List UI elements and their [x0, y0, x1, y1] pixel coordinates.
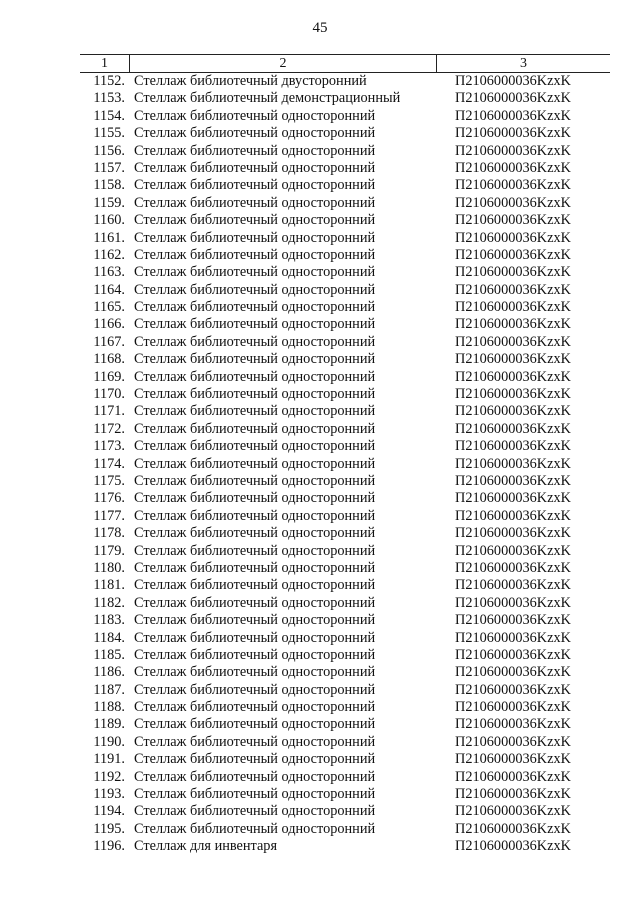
item-code: П2106000036KzxK: [455, 386, 571, 403]
row-number: 1190.: [93, 733, 125, 750]
item-name: Стеллаж библиотечный односторонний: [134, 577, 376, 594]
item-code: П2106000036KzxK: [455, 403, 571, 420]
row-number: 1158.: [93, 177, 125, 194]
item-name: Стеллаж библиотечный односторонний: [134, 664, 376, 681]
item-code: П2106000036KzxK: [455, 281, 571, 298]
item-code: П2106000036KzxK: [455, 125, 571, 142]
row-number: 1175.: [93, 472, 125, 489]
item-name: Стеллаж библиотечный односторонний: [134, 612, 376, 629]
item-name: Стеллаж библиотечный односторонний: [134, 351, 376, 368]
item-name: Стеллаж библиотечный односторонний: [134, 594, 376, 611]
row-number: 1166.: [93, 316, 125, 333]
item-code: П2106000036KzxK: [455, 246, 571, 263]
item-code: П2106000036KzxK: [455, 507, 571, 524]
item-name: Стеллаж библиотечный односторонний: [134, 507, 376, 524]
table-row: [80, 595, 610, 612]
row-number: 1161.: [93, 229, 125, 246]
item-name: Стеллаж библиотечный односторонний: [134, 246, 376, 263]
item-code: П2106000036KzxK: [455, 316, 571, 333]
table-row: [80, 195, 610, 212]
item-code: П2106000036KzxK: [455, 577, 571, 594]
item-code: П2106000036KzxK: [455, 299, 571, 316]
table-row: [80, 508, 610, 525]
item-code: П2106000036KzxK: [455, 73, 571, 89]
table-row: [80, 160, 610, 177]
table-row: [80, 403, 610, 420]
table-row: [80, 786, 610, 803]
row-number: 1181.: [93, 577, 125, 594]
header-col-1: 1: [80, 55, 130, 72]
inventory-table: [80, 54, 610, 856]
item-code: П2106000036KzxK: [455, 333, 571, 350]
table-row: [80, 682, 610, 699]
item-name: Стеллаж библиотечный односторонний: [134, 420, 376, 437]
item-name: Стеллаж библиотечный односторонний: [134, 490, 376, 507]
table-row: [80, 73, 610, 90]
row-number: 1191.: [93, 751, 125, 768]
row-number: 1153.: [93, 90, 125, 107]
item-name: Стеллаж библиотечный односторонний: [134, 177, 376, 194]
table-row: [80, 769, 610, 786]
row-number: 1162.: [93, 246, 125, 263]
row-number: 1182.: [93, 594, 125, 611]
item-name: Стеллаж библиотечный односторонний: [134, 786, 376, 803]
item-code: П2106000036KzxK: [455, 612, 571, 629]
item-code: П2106000036KzxK: [455, 90, 571, 107]
item-name: Стеллаж библиотечный односторонний: [134, 229, 376, 246]
row-number: 1171.: [93, 403, 125, 420]
item-code: П2106000036KzxK: [455, 716, 571, 733]
row-number: 1168.: [93, 351, 125, 368]
header-col-2: 2: [130, 55, 437, 72]
item-name: Стеллаж библиотечный односторонний: [134, 681, 376, 698]
row-number: 1172.: [93, 420, 125, 437]
table-row: [80, 438, 610, 455]
item-code: П2106000036KzxK: [455, 194, 571, 211]
table-row: [80, 647, 610, 664]
table-row: [80, 299, 610, 316]
item-name: Стеллаж библиотечный односторонний: [134, 559, 376, 576]
item-name: Стеллаж библиотечный односторонний: [134, 699, 376, 716]
item-name: Стеллаж библиотечный односторонний: [134, 159, 376, 176]
row-number: 1179.: [93, 542, 125, 559]
item-name: Стеллаж библиотечный односторонний: [134, 629, 376, 646]
item-name: Стеллаж библиотечный односторонний: [134, 472, 376, 489]
item-code: П2106000036KzxK: [455, 490, 571, 507]
row-number: 1165.: [93, 299, 125, 316]
row-number: 1173.: [93, 438, 125, 455]
item-name: Стеллаж библиотечный односторонний: [134, 646, 376, 663]
item-code: П2106000036KzxK: [455, 142, 571, 159]
item-code: П2106000036KzxK: [455, 107, 571, 124]
row-number: 1180.: [93, 559, 125, 576]
table-row: [80, 630, 610, 647]
table-row: [80, 525, 610, 542]
table-row: [80, 230, 610, 247]
row-number: 1193.: [93, 786, 125, 803]
row-number: 1152.: [93, 73, 125, 89]
row-number: 1159.: [93, 194, 125, 211]
table-row: [80, 716, 610, 733]
table-row: [80, 543, 610, 560]
table-row: [80, 751, 610, 768]
header-col-3: 3: [520, 56, 527, 71]
row-number: 1187.: [93, 681, 125, 698]
row-number: 1196.: [93, 838, 125, 855]
table-row: [80, 612, 610, 629]
table-row: [80, 664, 610, 681]
table-row: [80, 386, 610, 403]
table-row: [80, 699, 610, 716]
row-number: 1178.: [93, 525, 125, 542]
item-name: Стеллаж библиотечный односторонний: [134, 820, 376, 837]
row-number: 1167.: [93, 333, 125, 350]
page-number: 45: [312, 20, 328, 36]
table-row: [80, 490, 610, 507]
item-code: П2106000036KzxK: [455, 455, 571, 472]
table-row: [80, 264, 610, 281]
item-code: П2106000036KzxK: [455, 559, 571, 576]
item-name: Стеллаж библиотечный односторонний: [134, 751, 376, 768]
table-row: [80, 316, 610, 333]
table-row: [80, 734, 610, 751]
table-body: [80, 73, 610, 856]
row-number: 1194.: [93, 803, 125, 820]
table-row: [80, 577, 610, 594]
item-name: Стеллаж библиотечный односторонний: [134, 716, 376, 733]
item-code: П2106000036KzxK: [455, 820, 571, 837]
item-code: П2106000036KzxK: [455, 264, 571, 281]
row-number: 1156.: [93, 142, 125, 159]
row-number: 1176.: [93, 490, 125, 507]
table-row: [80, 803, 610, 820]
row-number: 1163.: [93, 264, 125, 281]
row-number: 1184.: [93, 629, 125, 646]
row-number: 1154.: [93, 107, 125, 124]
row-number: 1174.: [93, 455, 125, 472]
item-name: Стеллаж библиотечный односторонний: [134, 368, 376, 385]
item-code: П2106000036KzxK: [455, 699, 571, 716]
table-row: [80, 838, 610, 855]
table-row: [80, 282, 610, 299]
item-code: П2106000036KzxK: [455, 159, 571, 176]
table-row: [80, 247, 610, 264]
item-code: П2106000036KzxK: [455, 351, 571, 368]
item-code: П2106000036KzxK: [455, 229, 571, 246]
item-code: П2106000036KzxK: [455, 472, 571, 489]
item-code: П2106000036KzxK: [455, 803, 571, 820]
table-row: [80, 334, 610, 351]
item-code: П2106000036KzxK: [455, 733, 571, 750]
item-name: Стеллаж библиотечный односторонний: [134, 803, 376, 820]
table-row: [80, 421, 610, 438]
item-code: П2106000036KzxK: [455, 786, 571, 803]
row-number: 1185.: [93, 646, 125, 663]
table-row: [80, 177, 610, 194]
item-name: Стеллаж библиотечный односторонний: [134, 316, 376, 333]
table-row: [80, 125, 610, 142]
item-code: П2106000036KzxK: [455, 681, 571, 698]
item-code: П2106000036KzxK: [455, 664, 571, 681]
item-name: Стеллаж библиотечный двусторонний: [134, 73, 367, 89]
item-code: П2106000036KzxK: [455, 838, 571, 855]
item-name: Стеллаж библиотечный односторонний: [134, 107, 376, 124]
item-name: Стеллаж библиотечный односторонний: [134, 212, 376, 229]
row-number: 1164.: [93, 281, 125, 298]
item-code: П2106000036KzxK: [455, 177, 571, 194]
row-number: 1177.: [93, 507, 125, 524]
item-code: П2106000036KzxK: [455, 438, 571, 455]
table-row: [80, 560, 610, 577]
row-number: 1192.: [93, 768, 125, 785]
item-name: Стеллаж библиотечный односторонний: [134, 438, 376, 455]
row-number: 1186.: [93, 664, 125, 681]
row-number: 1195.: [93, 820, 125, 837]
item-name: Стеллаж библиотечный односторонний: [134, 281, 376, 298]
item-name: Стеллаж библиотечный односторонний: [134, 194, 376, 211]
item-name: Стеллаж для инвентаря: [134, 838, 278, 855]
item-name: Стеллаж библиотечный односторонний: [134, 125, 376, 142]
row-number: 1155.: [93, 125, 125, 142]
item-name: Стеллаж библиотечный односторонний: [134, 386, 376, 403]
item-name: Стеллаж библиотечный односторонний: [134, 299, 376, 316]
row-number: 1183.: [93, 612, 125, 629]
table-row: [80, 821, 610, 838]
item-code: П2106000036KzxK: [455, 525, 571, 542]
item-code: П2106000036KzxK: [455, 646, 571, 663]
item-code: П2106000036KzxK: [455, 542, 571, 559]
table-row: [80, 369, 610, 386]
row-number: 1188.: [93, 699, 125, 716]
row-number: 1169.: [93, 368, 125, 385]
row-number: 1189.: [93, 716, 125, 733]
item-name: Стеллаж библиотечный односторонний: [134, 733, 376, 750]
item-name: Стеллаж библиотечный односторонний: [134, 542, 376, 559]
item-name: Стеллаж библиотечный односторонний: [134, 333, 376, 350]
item-code: П2106000036KzxK: [455, 629, 571, 646]
item-name: Стеллаж библиотечный односторонний: [134, 455, 376, 472]
table-row: [80, 90, 610, 107]
item-code: П2106000036KzxK: [455, 751, 571, 768]
table-row: [80, 351, 610, 368]
item-code: П2106000036KzxK: [455, 212, 571, 229]
item-code: П2106000036KzxK: [455, 594, 571, 611]
item-name: Стеллаж библиотечный односторонний: [134, 768, 376, 785]
row-number: 1157.: [93, 159, 125, 176]
table-row: [80, 108, 610, 125]
item-name: Стеллаж библиотечный односторонний: [134, 142, 376, 159]
item-code: П2106000036KzxK: [455, 420, 571, 437]
table-header: [80, 54, 610, 73]
table-row: [80, 473, 610, 490]
row-number: 1170.: [93, 386, 125, 403]
table-row: [80, 143, 610, 160]
item-code: П2106000036KzxK: [455, 368, 571, 385]
item-code: П2106000036KzxK: [455, 768, 571, 785]
item-name: Стеллаж библиотечный односторонний: [134, 403, 376, 420]
table-row: [80, 456, 610, 473]
item-name: Стеллаж библиотечный односторонний: [134, 264, 376, 281]
table-row: [80, 212, 610, 229]
item-name: Стеллаж библиотечный односторонний: [134, 525, 376, 542]
item-name: Стеллаж библиотечный демонстрационный: [134, 90, 401, 107]
row-number: 1160.: [93, 212, 125, 229]
